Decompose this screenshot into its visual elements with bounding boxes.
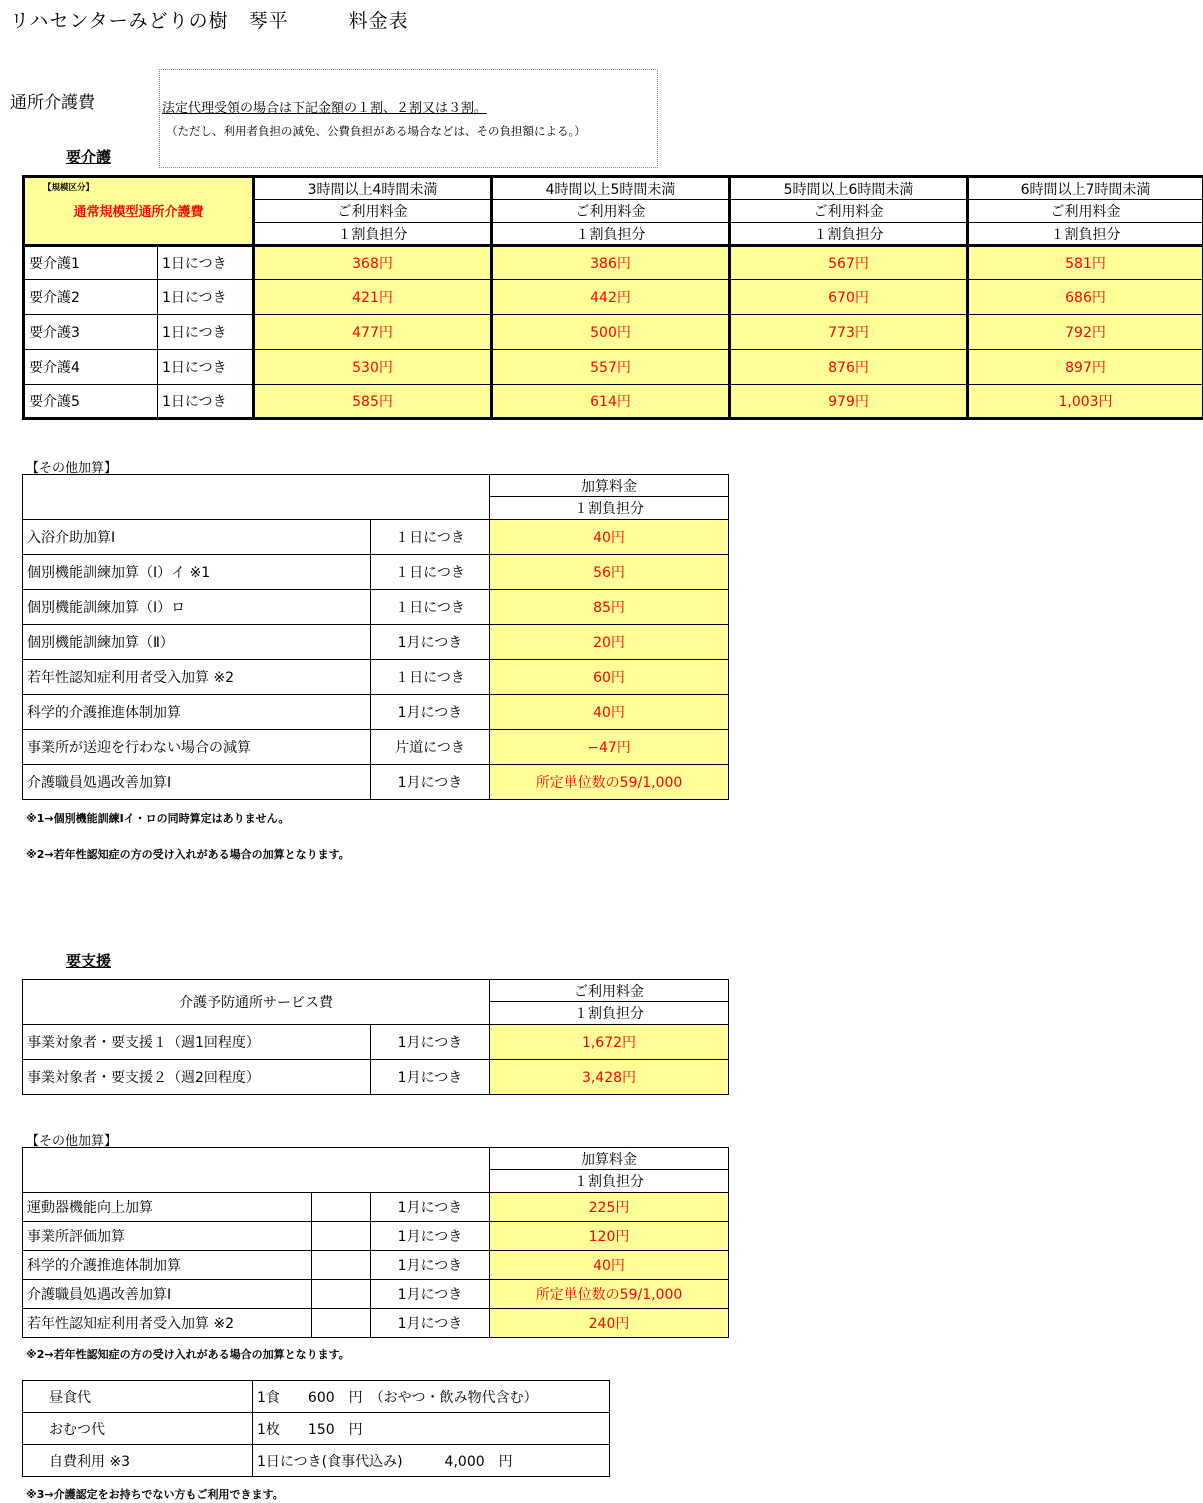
unit: 1日につき — [158, 315, 254, 350]
table-row — [23, 1193, 729, 1222]
col-sub2-4: １割負担分 — [968, 223, 1203, 246]
price: 530円 — [254, 350, 492, 385]
addon1-note-1: ※1→個別機能訓練Ⅰイ・ロの同時算定はありません。 — [26, 812, 290, 825]
table-row — [24, 280, 1203, 315]
addon-name: 個別機能訓練加算（Ⅱ） — [23, 625, 371, 660]
care-level: 要介護1 — [24, 246, 158, 280]
addon-price: 60円 — [490, 660, 729, 695]
addon-unit: 片道につき — [371, 730, 490, 765]
section-heading-day-service: 通所介護費 — [10, 93, 95, 113]
col-header-4: 6時間以上7時間未満 — [968, 177, 1203, 200]
table-row — [24, 315, 1203, 350]
table-row — [23, 730, 729, 765]
col-header-3: 5時間以上6時間未満 — [730, 177, 968, 200]
table-row — [23, 625, 729, 660]
addon-table-2 — [22, 1147, 729, 1338]
addon2-blank-header — [23, 1148, 490, 1193]
addon2-head-2: １割負担分 — [490, 1170, 729, 1193]
price: 686円 — [968, 280, 1203, 315]
addon-price: 所定単位数の59/1,000 — [490, 1280, 729, 1309]
blank-cell — [312, 1309, 371, 1338]
addon-name: 事業所が送迎を行わない場合の減算 — [23, 730, 371, 765]
addon-name: 若年性認知症利用者受入加算 ※2 — [23, 1309, 312, 1338]
table-row — [23, 1309, 729, 1338]
extras-note: ※3→介護認定をお持ちでない方もご利用できます。 — [26, 1488, 284, 1501]
table-row — [23, 1251, 729, 1280]
extra-name: 昼食代 — [23, 1381, 253, 1413]
notice-box — [159, 69, 658, 168]
col-sub1-1: ご利用料金 — [254, 200, 492, 223]
table-row — [23, 695, 729, 730]
extra-detail: 1食 600 円 （おやつ・飲み物代含む） — [253, 1381, 610, 1413]
unit: 1日につき — [158, 246, 254, 280]
price: 979円 — [730, 385, 968, 419]
blank-cell — [312, 1251, 371, 1280]
col-sub1-4: ご利用料金 — [968, 200, 1203, 223]
addon-caption-1: 【その他加算】 — [26, 461, 118, 476]
table-row — [23, 765, 729, 800]
main-fee-table — [22, 175, 1203, 420]
table-row — [23, 1060, 729, 1095]
addon-unit: 1月につき — [371, 1309, 490, 1338]
table-row — [24, 385, 1203, 419]
addon-price: 20円 — [490, 625, 729, 660]
addon-unit: １日につき — [371, 660, 490, 695]
support-unit: 1月につき — [371, 1025, 490, 1060]
price: 1,003円 — [968, 385, 1203, 419]
addon-price: 40円 — [490, 695, 729, 730]
care-level: 要介護5 — [24, 385, 158, 419]
addon2-head-1: 加算料金 — [490, 1148, 729, 1170]
price: 585円 — [254, 385, 492, 419]
addon1-blank-header — [23, 475, 490, 520]
blank-cell — [312, 1193, 371, 1222]
addon-price: 40円 — [490, 1251, 729, 1280]
price: 670円 — [730, 280, 968, 315]
table-row — [23, 1445, 610, 1477]
col-sub2-1: １割負担分 — [254, 223, 492, 246]
col-sub1-3: ご利用料金 — [730, 200, 968, 223]
table-row — [23, 1280, 729, 1309]
col-sub2-2: １割負担分 — [492, 223, 730, 246]
addon-price: −47円 — [490, 730, 729, 765]
table-row — [23, 1222, 729, 1251]
category-name: 通常規模型通所介護費 — [73, 205, 204, 220]
blank-cell — [312, 1280, 371, 1309]
unit: 1日につき — [158, 350, 254, 385]
addon-price: 所定単位数の59/1,000 — [490, 765, 729, 800]
page-title: リハセンターみどりの樹 琴平 料金表 — [10, 10, 409, 32]
notice-line-2: （ただし、利用者負担の減免、公費負担がある場合などは、その負担額による。） — [166, 124, 586, 138]
price: 876円 — [730, 350, 968, 385]
extra-name: 自費利用 ※3 — [23, 1445, 253, 1477]
table-row — [23, 1025, 729, 1060]
price: 567円 — [730, 246, 968, 280]
support-price: 3,428円 — [490, 1060, 729, 1095]
care-level: 要介護3 — [24, 315, 158, 350]
col-sub2-3: １割負担分 — [730, 223, 968, 246]
addon-name: 事業所評価加算 — [23, 1222, 312, 1251]
addon-unit: 1月につき — [371, 765, 490, 800]
addon-price: 240円 — [490, 1309, 729, 1338]
addon-name: 介護職員処遇改善加算Ⅰ — [23, 1280, 312, 1309]
table-row — [23, 1381, 610, 1413]
care-level: 要介護2 — [24, 280, 158, 315]
addon-unit: 1月につき — [371, 1251, 490, 1280]
table-row — [23, 590, 729, 625]
extra-detail: 1枚 150 円 — [253, 1413, 610, 1445]
addon-unit: 1月につき — [371, 1193, 490, 1222]
price: 477円 — [254, 315, 492, 350]
notice-line-1: 法定代理受領の場合は下記金額の１割、２割又は３割。 — [162, 101, 488, 116]
category-cell — [24, 177, 254, 246]
addon-unit: １日につき — [371, 590, 490, 625]
category-tag: 【規模区分】 — [43, 183, 95, 193]
col-header-2: 4時間以上5時間未満 — [492, 177, 730, 200]
blank-cell — [312, 1222, 371, 1251]
support-fee-table — [22, 979, 729, 1095]
table-row — [24, 350, 1203, 385]
table-row — [23, 555, 729, 590]
addon1-head-1: 加算料金 — [490, 475, 729, 497]
price: 897円 — [968, 350, 1203, 385]
subheading-care-required: 要介護 — [66, 148, 112, 166]
table-row — [23, 660, 729, 695]
addon-price: 85円 — [490, 590, 729, 625]
addon-price: 40円 — [490, 520, 729, 555]
price: 581円 — [968, 246, 1203, 280]
support-service-name: 介護予防通所サービス費 — [23, 980, 490, 1025]
addon-unit: 1月につき — [371, 695, 490, 730]
addon2-note: ※2→若年性認知症の方の受け入れがある場合の加算となります。 — [26, 1348, 350, 1361]
addon-name: 介護職員処遇改善加算Ⅰ — [23, 765, 371, 800]
addon-name: 科学的介護推進体制加算 — [23, 695, 371, 730]
price: 500円 — [492, 315, 730, 350]
addon-name: 科学的介護推進体制加算 — [23, 1251, 312, 1280]
addon-name: 入浴介助加算Ⅰ — [23, 520, 371, 555]
addon1-head-2: １割負担分 — [490, 497, 729, 520]
addon1-note-2: ※2→若年性認知症の方の受け入れがある場合の加算となります。 — [26, 848, 350, 861]
addon-price: 56円 — [490, 555, 729, 590]
addon-unit: １日につき — [371, 520, 490, 555]
unit: 1日につき — [158, 280, 254, 315]
support-head-2: １割負担分 — [490, 1002, 729, 1025]
addon-price: 120円 — [490, 1222, 729, 1251]
price: 557円 — [492, 350, 730, 385]
addon-name: 個別機能訓練加算（Ⅰ）イ ※1 — [23, 555, 371, 590]
price: 421円 — [254, 280, 492, 315]
price: 368円 — [254, 246, 492, 280]
extra-detail: 1日につき(食事代込み) 4,000 円 — [253, 1445, 610, 1477]
care-level: 要介護4 — [24, 350, 158, 385]
price: 792円 — [968, 315, 1203, 350]
addon-unit: 1月につき — [371, 1280, 490, 1309]
extra-name: おむつ代 — [23, 1413, 253, 1445]
col-sub1-2: ご利用料金 — [492, 200, 730, 223]
price: 773円 — [730, 315, 968, 350]
subheading-support-required: 要支援 — [66, 952, 112, 970]
addon-name: 若年性認知症利用者受入加算 ※2 — [23, 660, 371, 695]
addon-name: 個別機能訓練加算（Ⅰ）ロ — [23, 590, 371, 625]
price: 386円 — [492, 246, 730, 280]
addon-unit: １日につき — [371, 555, 490, 590]
support-name: 事業対象者・要支援１（週1回程度） — [23, 1025, 371, 1060]
table-row — [23, 1413, 610, 1445]
table-row — [24, 246, 1203, 280]
price: 614円 — [492, 385, 730, 419]
unit: 1日につき — [158, 385, 254, 419]
extras-table — [22, 1380, 610, 1477]
addon-price: 225円 — [490, 1193, 729, 1222]
price: 442円 — [492, 280, 730, 315]
table-row — [23, 520, 729, 555]
col-header-1: 3時間以上4時間未満 — [254, 177, 492, 200]
addon-caption-2: 【その他加算】 — [26, 1134, 118, 1149]
support-unit: 1月につき — [371, 1060, 490, 1095]
addon-table-1 — [22, 474, 729, 800]
addon-unit: 1月につき — [371, 625, 490, 660]
addon-unit: 1月につき — [371, 1222, 490, 1251]
support-name: 事業対象者・要支援２（週2回程度） — [23, 1060, 371, 1095]
support-head-1: ご利用料金 — [490, 980, 729, 1002]
addon-name: 運動器機能向上加算 — [23, 1193, 312, 1222]
support-price: 1,672円 — [490, 1025, 729, 1060]
